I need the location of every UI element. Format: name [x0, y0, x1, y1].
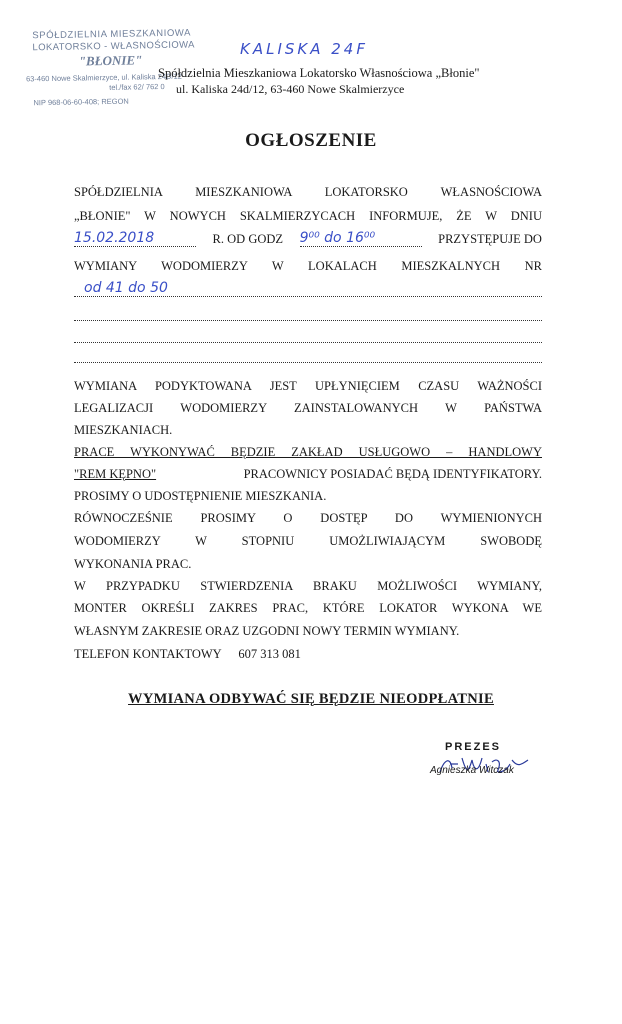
president-name: Agnieszka Witczak — [430, 765, 514, 776]
intro-line-3 — [74, 230, 542, 247]
date-value: 15.02.2018 — [74, 230, 155, 246]
p5-line-3: WŁASNYM ZAKRESIE ORAZ UZGODNI NOWY TERMIN WYMIANY. — [74, 624, 460, 638]
p5-line-2: MONTER OKREŚLI ZAKRES PRAC, KTÓRE LOKATOR WYKONA WE — [74, 601, 542, 615]
handwritten-address: KALISKA 24F — [240, 40, 368, 58]
blank-line-3 — [74, 342, 542, 343]
p4-line-3: WYKONANIA PRAC. — [74, 557, 192, 571]
stamp-line-5: tel./fax 62/ 762 0 — [109, 82, 165, 92]
company-name: "REM KĘPNO" — [74, 467, 157, 481]
stamp-line-2: LOKATORSKO - WŁASNOŚCIOWA — [32, 39, 195, 54]
stamp-line-4: 63-460 Nowe Skalmierzyce, ul. Kaliska 24D/12 — [25, 71, 183, 84]
p1-line-1: WYMIANA PODYKTOWANA JEST UPŁYNIĘCIEM CZASU WAŻNOŚCI — [74, 379, 542, 393]
cooperative-stamp — [12, 16, 202, 108]
phone-number: 607 313 081 — [238, 647, 301, 661]
apartments-value: od 41 do 50 — [84, 280, 168, 296]
intro-line-2: „BŁONIE" W NOWYCH SKALMIERZYCACH INFORMUJE, ŻE W DNIU — [74, 209, 542, 223]
president-label: PREZES — [445, 741, 502, 753]
p4-line-2: WODOMIERZY W STOPNIU UMOŻLIWIAJĄCYM SWOBODĘ — [74, 534, 542, 548]
p2-line-2 — [74, 467, 542, 482]
p2-line-1: PRACE WYKONYWAĆ BĘDZIE ZAKŁAD USŁUGOWO – HANDLOWY — [74, 445, 542, 459]
p1-line-2: LEGALIZACJI WODOMIERZY ZAINSTALOWANYCH W PAŃSTWA — [74, 401, 542, 415]
blank-line-2 — [74, 320, 542, 321]
p1-line-3: MIESZKANIACH. — [74, 423, 173, 437]
intro-line-1: SPÓŁDZIELNIA MIESZKANIOWA LOKATORSKO WŁASNOŚCIOWA — [74, 185, 542, 199]
p4-line-1: RÓWNOCZEŚNIE PROSIMY O DOSTĘP DO WYMIENIONYCH — [74, 511, 542, 525]
organization-name: Spółdzielnia Mieszkaniowa Lokatorsko Własnościowa „Błonie" — [158, 66, 480, 80]
p3: PROSIMY O UDOSTĘPNIENIE MIESZKANIA. — [74, 489, 327, 503]
stamp-line-1: SPÓŁDZIELNIA MIESZKANIOWA — [32, 27, 192, 42]
free-of-charge-notice: WYMIANA ODBYWAĆ SIĘ BĘDZIE NIEODPŁATNIE — [128, 691, 494, 707]
organization-address: ul. Kaliska 24d/12, 63-460 Nowe Skalmierzyce — [176, 82, 405, 96]
stamp-line-3: "BŁONIE" — [78, 52, 143, 69]
apartments-field — [74, 279, 542, 297]
blank-line-1 — [74, 296, 542, 297]
phone-label: TELEFON KONTAKTOWY — [74, 647, 222, 661]
document-title: OGŁOSZENIE — [245, 130, 377, 151]
stamp-line-6: NIP 968-06-60-408; REGON — [33, 96, 129, 108]
hours-field — [300, 230, 422, 247]
p5-line-1: W PRZYPADKU STWIERDZENIA BRAKU MOŻLIWOŚCI WYMIANY, — [74, 579, 542, 593]
text-przystepuje: PRZYSTĘPUJE DO — [438, 232, 542, 246]
text-r-od-godz: R. OD GODZ — [212, 232, 284, 246]
date-field — [74, 230, 196, 247]
phone-line — [74, 647, 542, 662]
p2-rest: PRACOWNICY POSIADAĆ BĘDĄ IDENTYFIKATORY. — [243, 467, 542, 481]
hours-value: 9⁰⁰ do 16⁰⁰ — [299, 230, 376, 246]
blank-line-4 — [74, 362, 542, 363]
intro-line-4: WYMIANY WODOMIERZY W LOKALACH MIESZKALNYCH NR — [74, 259, 542, 273]
